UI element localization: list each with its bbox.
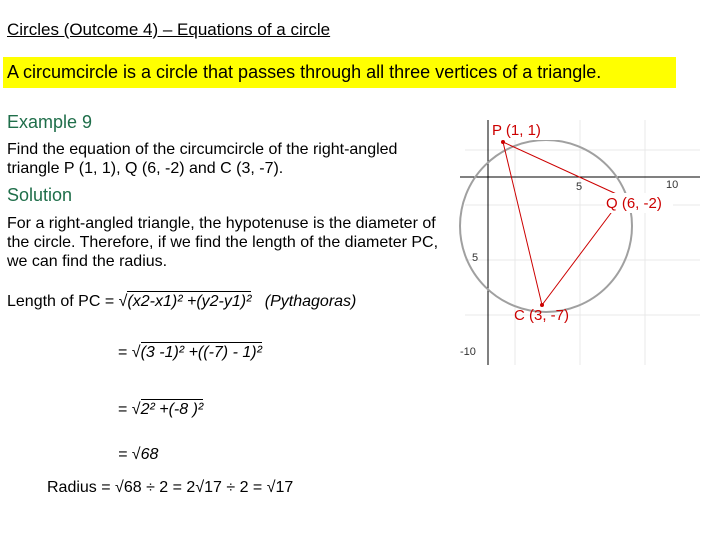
tick-x5: 5 (576, 181, 583, 193)
example-heading: Example 9 (7, 112, 93, 132)
sqrt-icon: √ (118, 293, 128, 310)
equals-sign: = (118, 344, 132, 361)
page-title: Circles (Outcome 4) – Equations of a circle (7, 20, 331, 39)
working-line-4: = √68 (118, 446, 159, 463)
tick-y-neg10: -10 (460, 346, 476, 358)
substituted-expression: (3 -1)² +((-7) - 1)² (140, 344, 262, 361)
working-line-1 (7, 293, 356, 311)
point-c-label: C (3, -7) (514, 307, 570, 324)
length-label: Length of PC = (7, 293, 119, 310)
triangle-pqc (503, 142, 623, 305)
sqrt-icon: √ (131, 401, 141, 418)
distance-formula: (x2-x1)² +(y2-y1)² (127, 293, 252, 310)
point-q-label: Q (6, -2) (606, 195, 662, 212)
equals-sign: = (118, 401, 132, 418)
circumcircle (460, 140, 632, 312)
simplified-expression: 2² +(-8 )² (140, 401, 204, 418)
working-line-3 (118, 401, 203, 419)
pythagoras-note: (Pythagoras) (264, 293, 357, 310)
solution-heading: Solution (7, 185, 73, 205)
tick-y5: 5 (472, 252, 479, 264)
point-p-marker (501, 140, 505, 144)
definition-banner: A circumcircle is a circle that passes through all three vertices of a triangle. (3, 57, 676, 88)
working-line-2 (118, 344, 262, 362)
radius-result: Radius = √68 ÷ 2 = 2√17 ÷ 2 = √17 (47, 479, 294, 496)
tick-x10: 10 (666, 179, 679, 191)
point-p-label: P (1, 1) (492, 122, 541, 139)
circumcircle-graph (455, 110, 705, 370)
problem-text: Find the equation of the circumcircle of the right-angled triangle P (1, 1), Q (6, -2) and C (3, -7). (7, 141, 398, 177)
grid-lines (465, 120, 700, 365)
sqrt-icon: √ (131, 344, 141, 361)
explanation-text: For a right-angled triangle, the hypotenuse is the diameter of the circle. Therefore, if we find the length of the diameter PC, we can find the radius. (7, 215, 439, 270)
